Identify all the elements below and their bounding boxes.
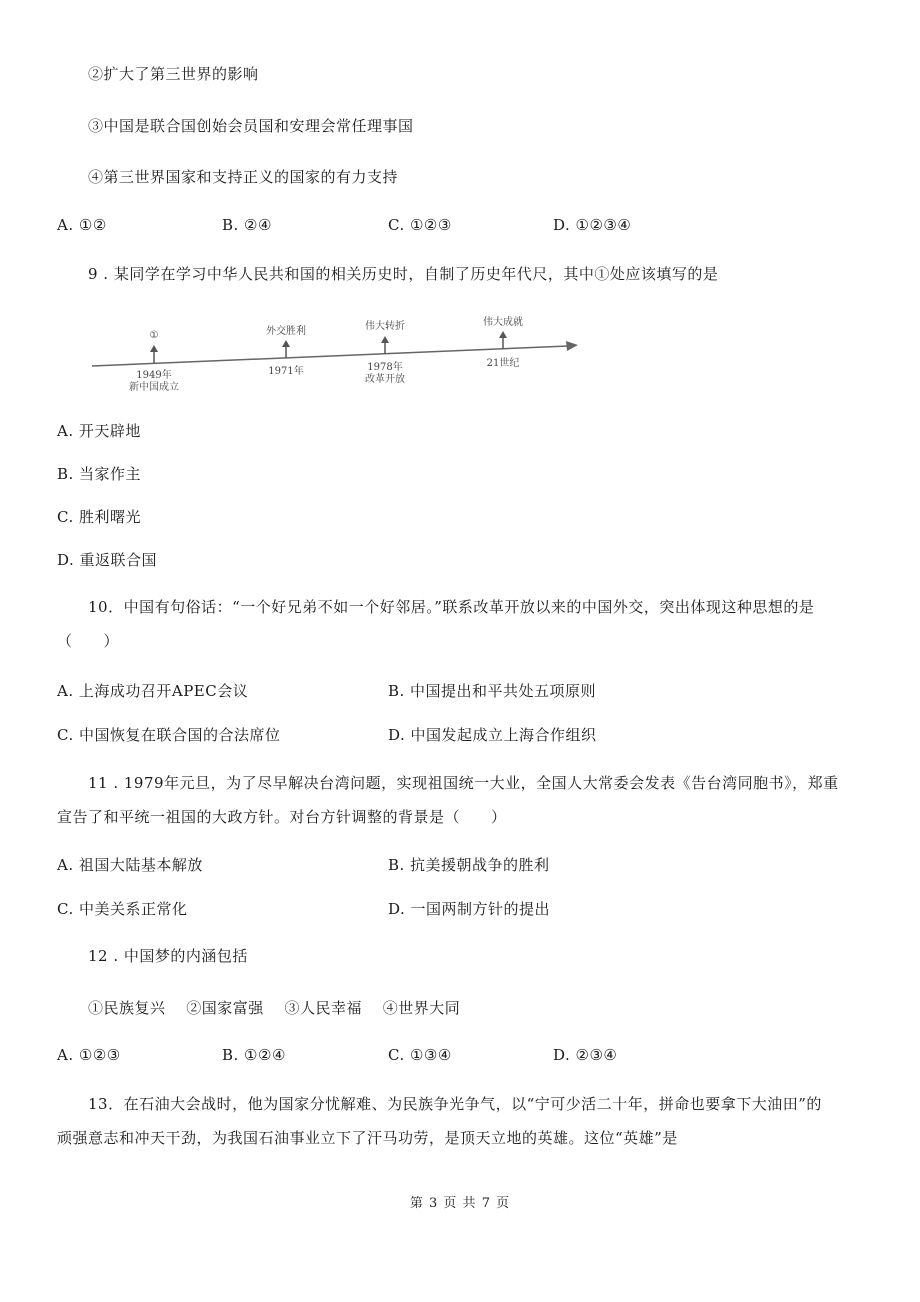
q11-stem-line-2: 宣告了和平统一祖国的大政方针。对台方针调整的背景是（ ） — [57, 808, 507, 826]
q12-option-b: B. ①②④ — [222, 1046, 286, 1064]
q8-item-2: ②扩大了第三世界的影响 — [88, 65, 259, 83]
timeline-event-4-top: 伟大成就 — [483, 317, 523, 328]
timeline-marker-1-arrow — [150, 345, 158, 352]
q11-option-b: B. 抗美援朝战争的胜利 — [388, 856, 550, 874]
q8-item-3: ③中国是联合国创始会员国和安理会常任理事国 — [88, 117, 414, 135]
q10-stem: 10．中国有句俗话：“一个好兄弟不如一个好邻居。”联系改革开放以来的中国外交，突出体现这种思想的是 — [88, 598, 815, 616]
timeline-marker-2-arrow — [282, 340, 290, 347]
q10-option-b: B. 中国提出和平共处五项原则 — [388, 682, 597, 700]
q8-option-b: B. ②④ — [222, 216, 272, 234]
q13-stem-line-1: 13．在石油大会战时，他为国家分忧解难、为民族争光争气，以“宁可少活二十年，拼命也要拿下大油田”的 — [88, 1095, 822, 1113]
q12-stem: 12 . 中国梦的内涵包括 — [88, 947, 248, 965]
timeline-event-3-top: 伟大转折 — [365, 321, 405, 332]
timeline-event-3-year: 1978年 — [367, 362, 403, 373]
q9-timeline-figure — [88, 310, 598, 400]
q8-item-4: ④第三世界国家和支持正义的国家的有力支持 — [88, 168, 399, 186]
timeline-event-2-year: 1971年 — [268, 366, 304, 377]
q10-answer-paren: （ ） — [57, 632, 120, 650]
q13-stem-line-2: 顽强意志和冲天干劲，为我国石油事业立下了汗马功劳，是顶天立地的英雄。这位“英雄”是 — [57, 1129, 678, 1147]
q9-option-c: C. 胜利曙光 — [57, 508, 141, 526]
timeline-event-3-label: 改革开放 — [365, 374, 405, 385]
timeline-event-1-label: 新中国成立 — [129, 382, 179, 393]
q11-option-c: C. 中美关系正常化 — [57, 900, 188, 918]
timeline-event-2-top: 外交胜利 — [266, 326, 306, 337]
q8-option-c: C. ①②③ — [388, 216, 452, 234]
q11-option-d: D. 一国两制方针的提出 — [388, 900, 551, 918]
q12-option-d: D. ②③④ — [553, 1046, 618, 1064]
timeline-arrowhead — [566, 341, 578, 351]
page-footer: 第 3 页 共 7 页 — [409, 1196, 511, 1211]
q9-stem: 9 . 某同学在学习中华人民共和国的相关历史时，自制了历史年代尺，其中①处应该填写的是 — [88, 265, 719, 283]
q11-stem-line-1: 11 . 1979年元旦，为了尽早解决台湾问题，实现祖国统一大业，全国人大常委会发表《告台湾同胞书》，郑重 — [88, 774, 839, 792]
timeline-event-1-year: 1949年 — [136, 370, 172, 381]
q12-option-a: A. ①②③ — [57, 1046, 121, 1064]
timeline-event-1-top: ① — [149, 330, 159, 341]
q11-option-a: A. 祖国大陆基本解放 — [57, 856, 203, 874]
timeline-marker-3-arrow — [381, 336, 389, 343]
timeline-event-4-year: 21世纪 — [486, 358, 520, 369]
q10-option-c: C. 中国恢复在联合国的合法席位 — [57, 726, 281, 744]
q9-option-b: B. 当家作主 — [57, 465, 142, 483]
q12-items: ①民族复兴 ②国家富强 ③人民幸福 ④世界大同 — [88, 999, 461, 1017]
q8-option-d: D. ①②③④ — [553, 216, 632, 234]
q8-option-a: A. ①② — [57, 216, 107, 234]
q10-option-d: D. 中国发起成立上海合作组织 — [388, 726, 597, 744]
q10-option-a: A. 上海成功召开APEC会议 — [57, 682, 249, 700]
q9-option-a: A. 开天辟地 — [57, 422, 141, 440]
q9-option-d: D. 重返联合国 — [57, 551, 158, 569]
timeline-marker-4-arrow — [499, 331, 507, 338]
q12-option-c: C. ①③④ — [388, 1046, 452, 1064]
